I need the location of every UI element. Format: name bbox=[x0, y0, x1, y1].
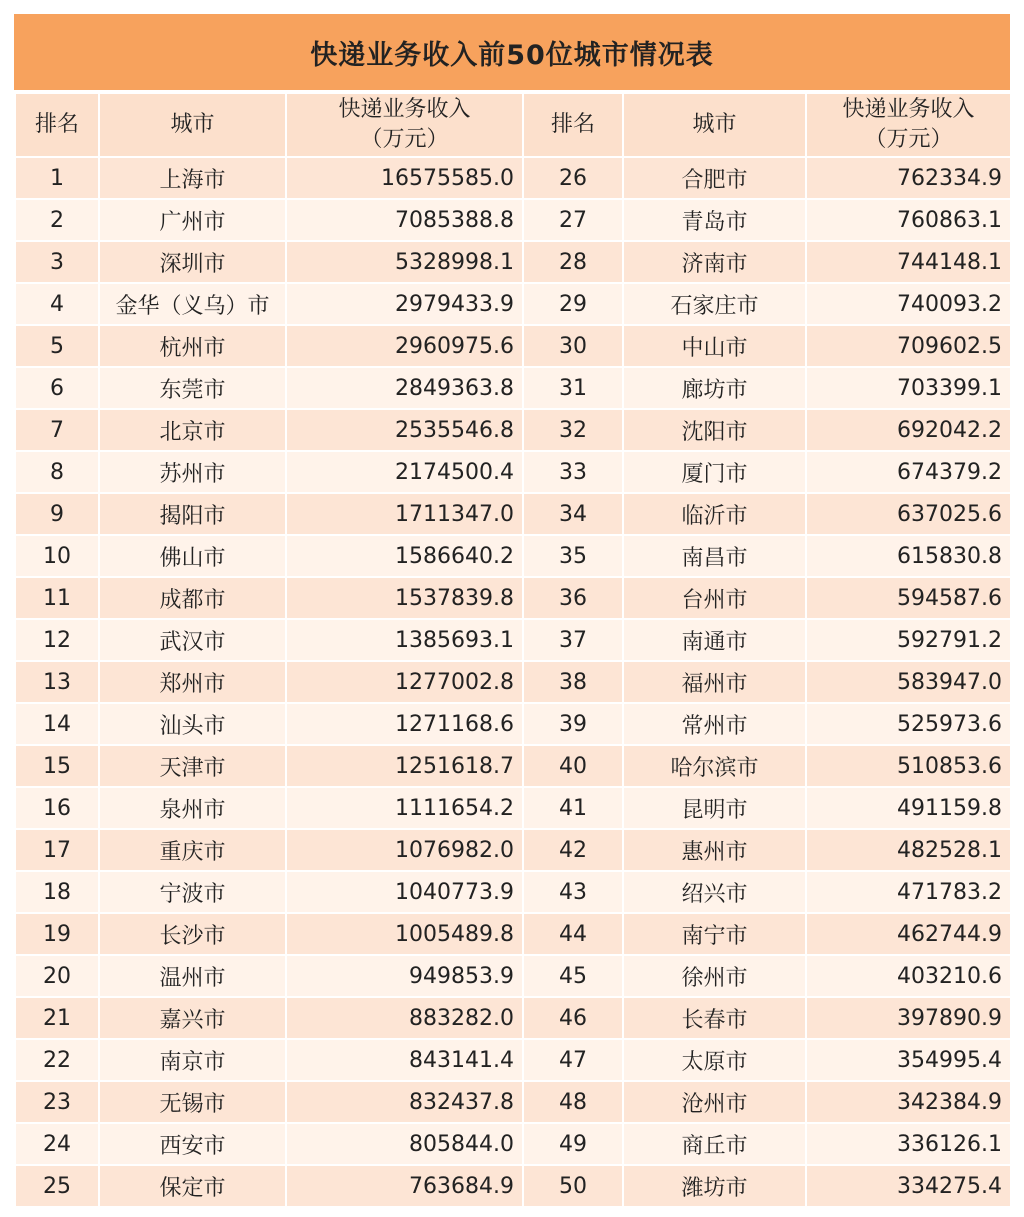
city-cell: 沈阳市 bbox=[623, 409, 806, 451]
revenue-cell: 744148.1 bbox=[806, 241, 1011, 283]
city-cell: 佛山市 bbox=[99, 535, 286, 577]
revenue-cell: 336126.1 bbox=[806, 1123, 1011, 1165]
revenue-cell: 583947.0 bbox=[806, 661, 1011, 703]
city-cell: 台州市 bbox=[623, 577, 806, 619]
city-cell: 天津市 bbox=[99, 745, 286, 787]
revenue-cell: 1005489.8 bbox=[286, 913, 523, 955]
revenue-cell: 709602.5 bbox=[806, 325, 1011, 367]
revenue-cell: 1277002.8 bbox=[286, 661, 523, 703]
city-cell: 北京市 bbox=[99, 409, 286, 451]
table-row bbox=[15, 199, 1011, 241]
rank-cell: 19 bbox=[15, 913, 99, 955]
revenue-cell: 397890.9 bbox=[806, 997, 1011, 1039]
header-revenue bbox=[286, 93, 523, 157]
rank-cell: 7 bbox=[15, 409, 99, 451]
rank-cell: 35 bbox=[523, 535, 623, 577]
rank-cell: 1 bbox=[15, 157, 99, 199]
rank-cell: 15 bbox=[15, 745, 99, 787]
city-cell: 东莞市 bbox=[99, 367, 286, 409]
city-cell: 苏州市 bbox=[99, 451, 286, 493]
rank-cell: 28 bbox=[523, 241, 623, 283]
revenue-cell: 805844.0 bbox=[286, 1123, 523, 1165]
rank-cell: 47 bbox=[523, 1039, 623, 1081]
city-cell: 商丘市 bbox=[623, 1123, 806, 1165]
revenue-cell: 760863.1 bbox=[806, 199, 1011, 241]
header-rank: 排名 bbox=[15, 93, 99, 157]
table-row bbox=[15, 325, 1011, 367]
city-cell: 临沂市 bbox=[623, 493, 806, 535]
revenue-cell: 2535546.8 bbox=[286, 409, 523, 451]
city-cell: 金华（义乌）市 bbox=[99, 283, 286, 325]
revenue-cell: 1711347.0 bbox=[286, 493, 523, 535]
table-row bbox=[15, 787, 1011, 829]
title-bar bbox=[14, 14, 1010, 90]
revenue-cell: 592791.2 bbox=[806, 619, 1011, 661]
city-cell: 济南市 bbox=[623, 241, 806, 283]
rank-cell: 11 bbox=[15, 577, 99, 619]
city-cell: 武汉市 bbox=[99, 619, 286, 661]
city-cell: 厦门市 bbox=[623, 451, 806, 493]
revenue-cell: 491159.8 bbox=[806, 787, 1011, 829]
rank-cell: 44 bbox=[523, 913, 623, 955]
rank-cell: 26 bbox=[523, 157, 623, 199]
revenue-cell: 762334.9 bbox=[806, 157, 1011, 199]
revenue-cell: 615830.8 bbox=[806, 535, 1011, 577]
revenue-cell: 2979433.9 bbox=[286, 283, 523, 325]
city-cell: 重庆市 bbox=[99, 829, 286, 871]
city-cell: 合肥市 bbox=[623, 157, 806, 199]
table-row bbox=[15, 157, 1011, 199]
city-cell: 嘉兴市 bbox=[99, 997, 286, 1039]
table-row bbox=[15, 283, 1011, 325]
table-row bbox=[15, 955, 1011, 997]
city-cell: 西安市 bbox=[99, 1123, 286, 1165]
rank-cell: 16 bbox=[15, 787, 99, 829]
rank-cell: 40 bbox=[523, 745, 623, 787]
rank-cell: 14 bbox=[15, 703, 99, 745]
header-revenue-2-line1: 快递业务收入 bbox=[842, 97, 975, 122]
city-cell: 福州市 bbox=[623, 661, 806, 703]
revenue-cell: 1076982.0 bbox=[286, 829, 523, 871]
rank-cell: 41 bbox=[523, 787, 623, 829]
table-row bbox=[15, 997, 1011, 1039]
city-cell: 郑州市 bbox=[99, 661, 286, 703]
ranking-table bbox=[14, 92, 1012, 1208]
rank-cell: 49 bbox=[523, 1123, 623, 1165]
rank-cell: 43 bbox=[523, 871, 623, 913]
city-cell: 长春市 bbox=[623, 997, 806, 1039]
revenue-cell: 594587.6 bbox=[806, 577, 1011, 619]
rank-cell: 8 bbox=[15, 451, 99, 493]
rank-cell: 10 bbox=[15, 535, 99, 577]
table-row bbox=[15, 913, 1011, 955]
revenue-cell: 342384.9 bbox=[806, 1081, 1011, 1123]
city-cell: 深圳市 bbox=[99, 241, 286, 283]
revenue-cell: 482528.1 bbox=[806, 829, 1011, 871]
revenue-cell: 2174500.4 bbox=[286, 451, 523, 493]
revenue-cell: 1271168.6 bbox=[286, 703, 523, 745]
table-row bbox=[15, 1081, 1011, 1123]
revenue-cell: 334275.4 bbox=[806, 1165, 1011, 1207]
revenue-cell: 740093.2 bbox=[806, 283, 1011, 325]
table-row bbox=[15, 1039, 1011, 1081]
rank-cell: 18 bbox=[15, 871, 99, 913]
city-cell: 沧州市 bbox=[623, 1081, 806, 1123]
city-cell: 成都市 bbox=[99, 577, 286, 619]
header-revenue-line2: （万元） bbox=[360, 127, 449, 152]
city-cell: 常州市 bbox=[623, 703, 806, 745]
rank-cell: 46 bbox=[523, 997, 623, 1039]
city-cell: 广州市 bbox=[99, 199, 286, 241]
city-cell: 温州市 bbox=[99, 955, 286, 997]
city-cell: 昆明市 bbox=[623, 787, 806, 829]
rank-cell: 22 bbox=[15, 1039, 99, 1081]
rank-cell: 36 bbox=[523, 577, 623, 619]
table-row bbox=[15, 1165, 1011, 1207]
rank-cell: 25 bbox=[15, 1165, 99, 1207]
rank-cell: 24 bbox=[15, 1123, 99, 1165]
revenue-cell: 692042.2 bbox=[806, 409, 1011, 451]
city-cell: 杭州市 bbox=[99, 325, 286, 367]
header-revenue-line1: 快递业务收入 bbox=[338, 97, 471, 122]
header-rank-2: 排名 bbox=[523, 93, 623, 157]
revenue-cell: 2960975.6 bbox=[286, 325, 523, 367]
revenue-cell: 471783.2 bbox=[806, 871, 1011, 913]
city-cell: 南昌市 bbox=[623, 535, 806, 577]
revenue-cell: 403210.6 bbox=[806, 955, 1011, 997]
city-cell: 保定市 bbox=[99, 1165, 286, 1207]
table-row bbox=[15, 451, 1011, 493]
revenue-cell: 5328998.1 bbox=[286, 241, 523, 283]
rank-cell: 20 bbox=[15, 955, 99, 997]
rank-cell: 23 bbox=[15, 1081, 99, 1123]
city-cell: 上海市 bbox=[99, 157, 286, 199]
table-row bbox=[15, 871, 1011, 913]
revenue-cell: 7085388.8 bbox=[286, 199, 523, 241]
revenue-cell: 637025.6 bbox=[806, 493, 1011, 535]
revenue-cell: 703399.1 bbox=[806, 367, 1011, 409]
city-cell: 揭阳市 bbox=[99, 493, 286, 535]
table-row bbox=[15, 829, 1011, 871]
rank-cell: 48 bbox=[523, 1081, 623, 1123]
city-cell: 泉州市 bbox=[99, 787, 286, 829]
city-cell: 绍兴市 bbox=[623, 871, 806, 913]
revenue-cell: 462744.9 bbox=[806, 913, 1011, 955]
rank-cell: 2 bbox=[15, 199, 99, 241]
revenue-cell: 1251618.7 bbox=[286, 745, 523, 787]
revenue-cell: 832437.8 bbox=[286, 1081, 523, 1123]
rank-cell: 29 bbox=[523, 283, 623, 325]
city-cell: 惠州市 bbox=[623, 829, 806, 871]
city-cell: 南宁市 bbox=[623, 913, 806, 955]
revenue-cell: 2849363.8 bbox=[286, 367, 523, 409]
revenue-cell: 763684.9 bbox=[286, 1165, 523, 1207]
rank-cell: 39 bbox=[523, 703, 623, 745]
rank-cell: 5 bbox=[15, 325, 99, 367]
table-row bbox=[15, 619, 1011, 661]
table-row bbox=[15, 409, 1011, 451]
city-cell: 徐州市 bbox=[623, 955, 806, 997]
rank-cell: 50 bbox=[523, 1165, 623, 1207]
table-row bbox=[15, 703, 1011, 745]
rank-cell: 38 bbox=[523, 661, 623, 703]
rank-cell: 42 bbox=[523, 829, 623, 871]
rank-cell: 34 bbox=[523, 493, 623, 535]
header-city-2: 城市 bbox=[623, 93, 806, 157]
table-row bbox=[15, 1123, 1011, 1165]
header-row bbox=[15, 93, 1011, 157]
rank-cell: 30 bbox=[523, 325, 623, 367]
revenue-cell: 843141.4 bbox=[286, 1039, 523, 1081]
table-row bbox=[15, 577, 1011, 619]
revenue-cell: 16575585.0 bbox=[286, 157, 523, 199]
table-row bbox=[15, 241, 1011, 283]
rank-cell: 45 bbox=[523, 955, 623, 997]
revenue-cell: 1586640.2 bbox=[286, 535, 523, 577]
table-row bbox=[15, 367, 1011, 409]
rank-cell: 37 bbox=[523, 619, 623, 661]
city-cell: 南京市 bbox=[99, 1039, 286, 1081]
revenue-cell: 525973.6 bbox=[806, 703, 1011, 745]
table-body bbox=[15, 157, 1011, 1207]
rank-cell: 27 bbox=[523, 199, 623, 241]
city-cell: 无锡市 bbox=[99, 1081, 286, 1123]
revenue-cell: 354995.4 bbox=[806, 1039, 1011, 1081]
table-row bbox=[15, 493, 1011, 535]
rank-cell: 12 bbox=[15, 619, 99, 661]
city-cell: 哈尔滨市 bbox=[623, 745, 806, 787]
table-row bbox=[15, 535, 1011, 577]
city-cell: 廊坊市 bbox=[623, 367, 806, 409]
revenue-cell: 1040773.9 bbox=[286, 871, 523, 913]
rank-cell: 3 bbox=[15, 241, 99, 283]
city-cell: 潍坊市 bbox=[623, 1165, 806, 1207]
city-cell: 中山市 bbox=[623, 325, 806, 367]
table-row bbox=[15, 661, 1011, 703]
rank-cell: 9 bbox=[15, 493, 99, 535]
revenue-cell: 883282.0 bbox=[286, 997, 523, 1039]
table-row bbox=[15, 745, 1011, 787]
table-title: 快递业务收入前50位城市情况表 bbox=[310, 39, 714, 71]
city-cell: 南通市 bbox=[623, 619, 806, 661]
rank-cell: 31 bbox=[523, 367, 623, 409]
city-cell: 青岛市 bbox=[623, 199, 806, 241]
revenue-cell: 949853.9 bbox=[286, 955, 523, 997]
rank-cell: 13 bbox=[15, 661, 99, 703]
revenue-cell: 674379.2 bbox=[806, 451, 1011, 493]
revenue-cell: 1111654.2 bbox=[286, 787, 523, 829]
header-revenue-2-line2: （万元） bbox=[864, 127, 953, 152]
city-cell: 宁波市 bbox=[99, 871, 286, 913]
revenue-cell: 1385693.1 bbox=[286, 619, 523, 661]
rank-cell: 17 bbox=[15, 829, 99, 871]
city-cell: 石家庄市 bbox=[623, 283, 806, 325]
rank-cell: 21 bbox=[15, 997, 99, 1039]
header-city: 城市 bbox=[99, 93, 286, 157]
header-revenue-2 bbox=[806, 93, 1011, 157]
rank-cell: 4 bbox=[15, 283, 99, 325]
city-cell: 长沙市 bbox=[99, 913, 286, 955]
city-cell: 太原市 bbox=[623, 1039, 806, 1081]
rank-cell: 6 bbox=[15, 367, 99, 409]
revenue-cell: 1537839.8 bbox=[286, 577, 523, 619]
rank-cell: 32 bbox=[523, 409, 623, 451]
city-cell: 汕头市 bbox=[99, 703, 286, 745]
revenue-cell: 510853.6 bbox=[806, 745, 1011, 787]
rank-cell: 33 bbox=[523, 451, 623, 493]
